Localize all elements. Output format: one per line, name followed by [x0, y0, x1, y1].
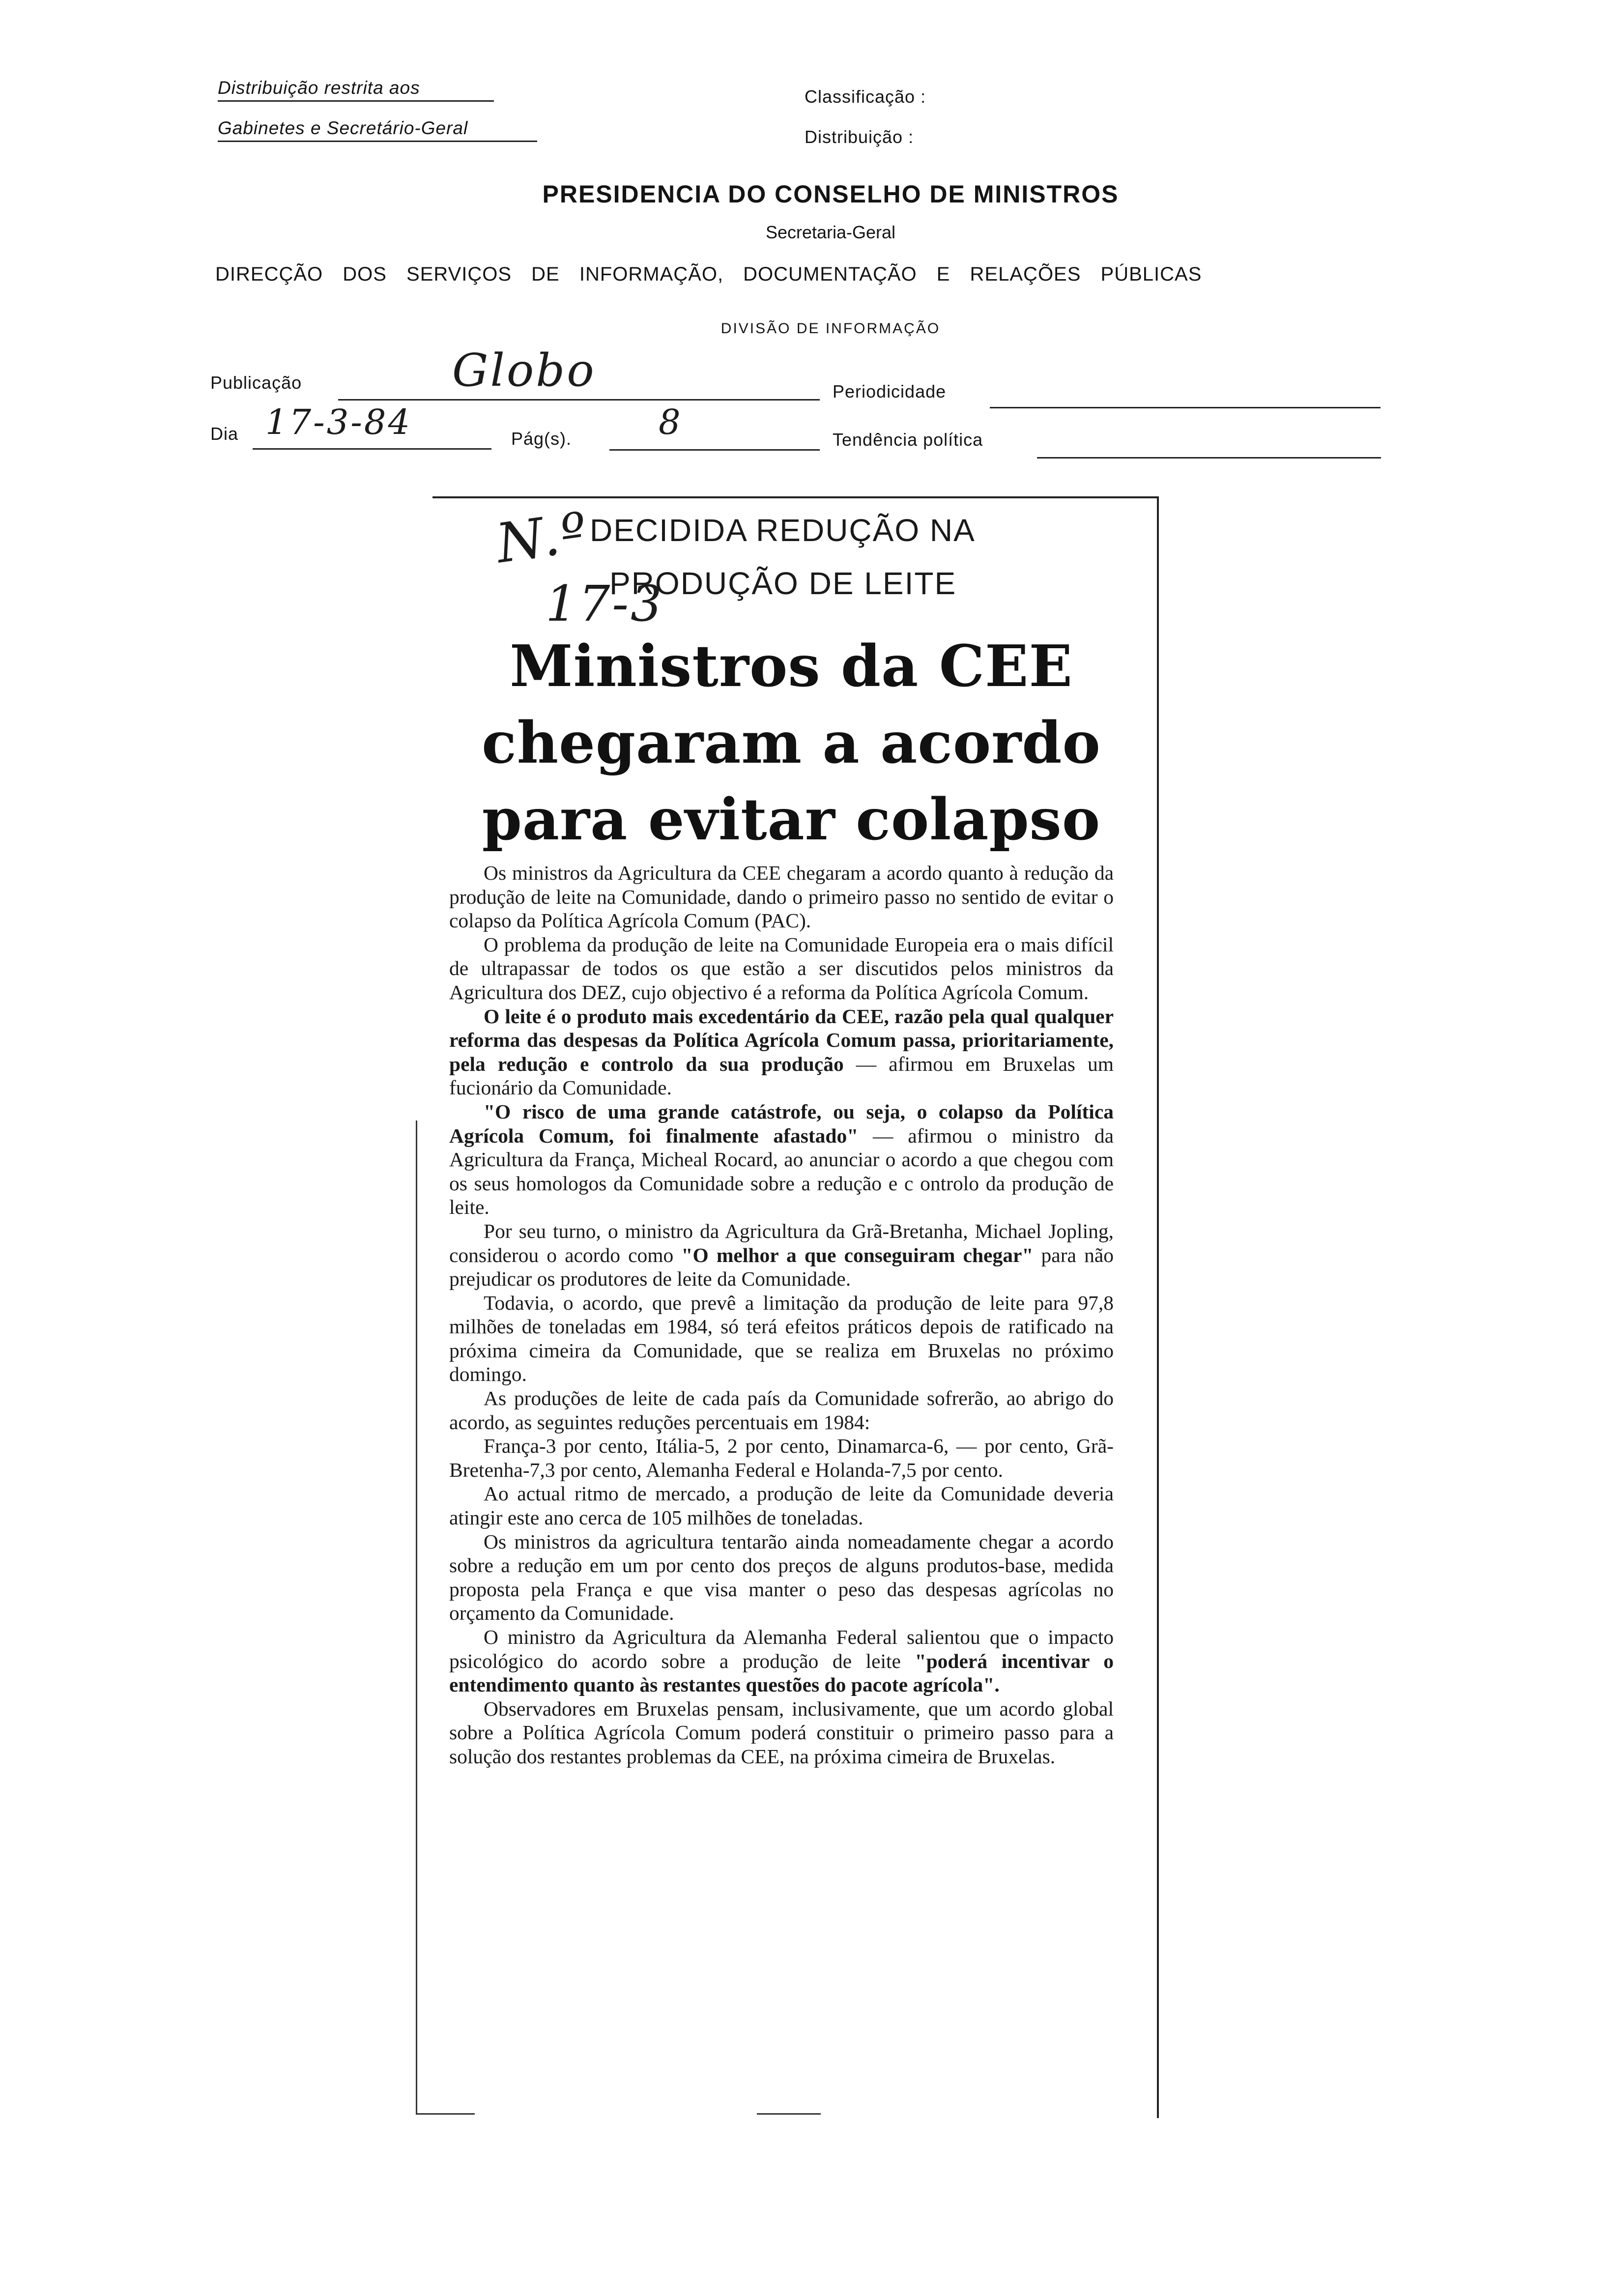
distribution-label: Distribuição : — [805, 127, 914, 147]
clipping-bottom-rule-right — [757, 2113, 821, 2115]
clipping-handwritten-number: N.º — [492, 500, 593, 575]
headline-line-2: chegaram a acordo — [482, 710, 1101, 776]
clipping-handwritten-date: 17-3 — [546, 575, 664, 632]
day-field — [253, 447, 491, 450]
clipping-top-border — [432, 496, 1159, 498]
day-handwritten-value: 17-3-84 — [265, 402, 412, 442]
day-label: Dia — [210, 424, 239, 444]
clipping-kicker-line-2: PRODUÇÃO DE LEITE — [609, 566, 957, 601]
classification-label: Classificação : — [805, 86, 926, 107]
directorate-label: DIRECÇÃO DOS SERVIÇOS DE INFORMAÇÃO, DOCUMENTAÇÃO E RELAÇÕES PÚBLICAS — [215, 263, 1202, 285]
clipping-bottom-rule — [416, 2113, 475, 2115]
restriction-line-1: Distribuição restrita aos — [218, 78, 494, 102]
article-body — [449, 861, 1114, 1769]
article-paragraph: Observadores em Bruxelas pensam, inclusivamente, que um acordo global sobre a Política Agrícola Comum poderá constituir o primeiro passo para a solução dos restantes problemas da CEE, na próxima cimeira de Bruxelas. — [449, 1697, 1114, 1768]
article-paragraph: O ministro da Agricultura da Alemanha Federal salientou que o impacto psicológico do acordo sobre a produção de leite "poderá incentivar o entendimento quanto às restantes questões do pacote agrícola". — [449, 1626, 1114, 1696]
article-paragraph: Ao actual ritmo de mercado, a produção de leite da Comunidade deveria atingir este ano cerca de 105 milhões de toneladas. — [449, 1482, 1114, 1529]
article-paragraph: O problema da produção de leite na Comunidade Europeia era o mais difícil de ultrapassar de todos os que estão a ser discutidos pelos ministros da Agricultura dos DEZ, cujo objectivo é a reforma da Política Agrícola Comum. — [449, 933, 1114, 1004]
article-paragraph: Todavia, o acordo, que prevê a limitação da produção de leite para 97,8 milhões de toneladas em 1984, só terá efeitos práticos depois de ratificado na próxima cimeira da Comunidade, que se realiza em Bruxelas no próximo domingo. — [449, 1291, 1114, 1386]
article-paragraph: O leite é o produto mais excedentário da CEE, razão pela qual qualquer reforma das despesas da Política Agrícola Comum passa, prioritariamente, pela redução e controlo da sua produção — afirmou em Bruxelas um fucionário da Comunidade. — [449, 1004, 1114, 1099]
publication-field — [338, 398, 820, 401]
article-paragraph: Os ministros da Agricultura da CEE chegaram a acordo quanto à redução da produção de leite na Comunidade, dando o primeiro passo no sentido de evitar o colapso da Política Agrícola Comum (PAC). — [449, 861, 1114, 932]
clipping-kicker-line-1: DECIDIDA REDUÇÃO NA — [590, 513, 976, 548]
article-paragraph: "O risco de uma grande catástrofe, ou seja, o colapso da Política Agrícola Comum, foi finalmente afastado" — afirmou o ministro da Agricultura da França, Micheal Rocard, ao anunciar o acordo a que chegou com os seus homologos da Comunidade sobre a redução e c ontrolo da produção de leite. — [449, 1100, 1114, 1219]
headline-line-1: Ministros da CEE — [510, 633, 1073, 700]
article-paragraph: França-3 por cento, Itália-5, 2 por cento, Dinamarca-6, — por cento, Grã-Bretenha-7,3 por cento, Alemanha Federal e Holanda-7,5 por cento. — [449, 1435, 1114, 1481]
pages-label: Pág(s). — [511, 429, 572, 449]
restriction-line-2: Gabinetes e Secretário-Geral — [218, 118, 537, 142]
division-label: DIVISÃO DE INFORMAÇÃO — [720, 320, 941, 337]
secretariat-label: Secretaria-Geral — [765, 222, 896, 242]
periodicity-field — [990, 406, 1381, 408]
publication-handwritten-value: Globo — [452, 344, 596, 397]
political-tendency-label: Tendência política — [833, 430, 983, 450]
political-tendency-field — [1037, 456, 1381, 459]
clipping-left-border — [416, 1120, 417, 2113]
headline-line-3: para evitar colapso — [482, 786, 1101, 853]
publication-label: Publicação — [210, 373, 302, 393]
article-paragraph: Por seu turno, o ministro da Agricultura da Grã-Bretanha, Michael Jopling, considerou o acordo como "O melhor a que conseguiram chegar" para não prejudicar os produtores de leite da Comunidade. — [449, 1219, 1114, 1291]
clipping-headline — [432, 628, 1150, 858]
clipping-right-border — [1157, 496, 1159, 2118]
article-paragraph: Os ministros da agricultura tentarão ainda nomeadamente chegar a acordo sobre a redução em um por cento dos preços de alguns produtos-base, medida proposta pela França e que visa manter o peso das despesas agrícolas no orçamento da Comunidade. — [449, 1530, 1114, 1625]
periodicity-label: Periodicidade — [833, 381, 947, 402]
organization-title: PRESIDENCIA DO CONSELHO DE MINISTROS — [542, 180, 1119, 208]
pages-handwritten-value: 8 — [659, 402, 683, 442]
article-paragraph: As produções de leite de cada país da Comunidade sofrerão, ao abrigo do acordo, as seguintes reduções percentuais em 1984: — [449, 1387, 1114, 1434]
pages-field — [609, 448, 820, 451]
